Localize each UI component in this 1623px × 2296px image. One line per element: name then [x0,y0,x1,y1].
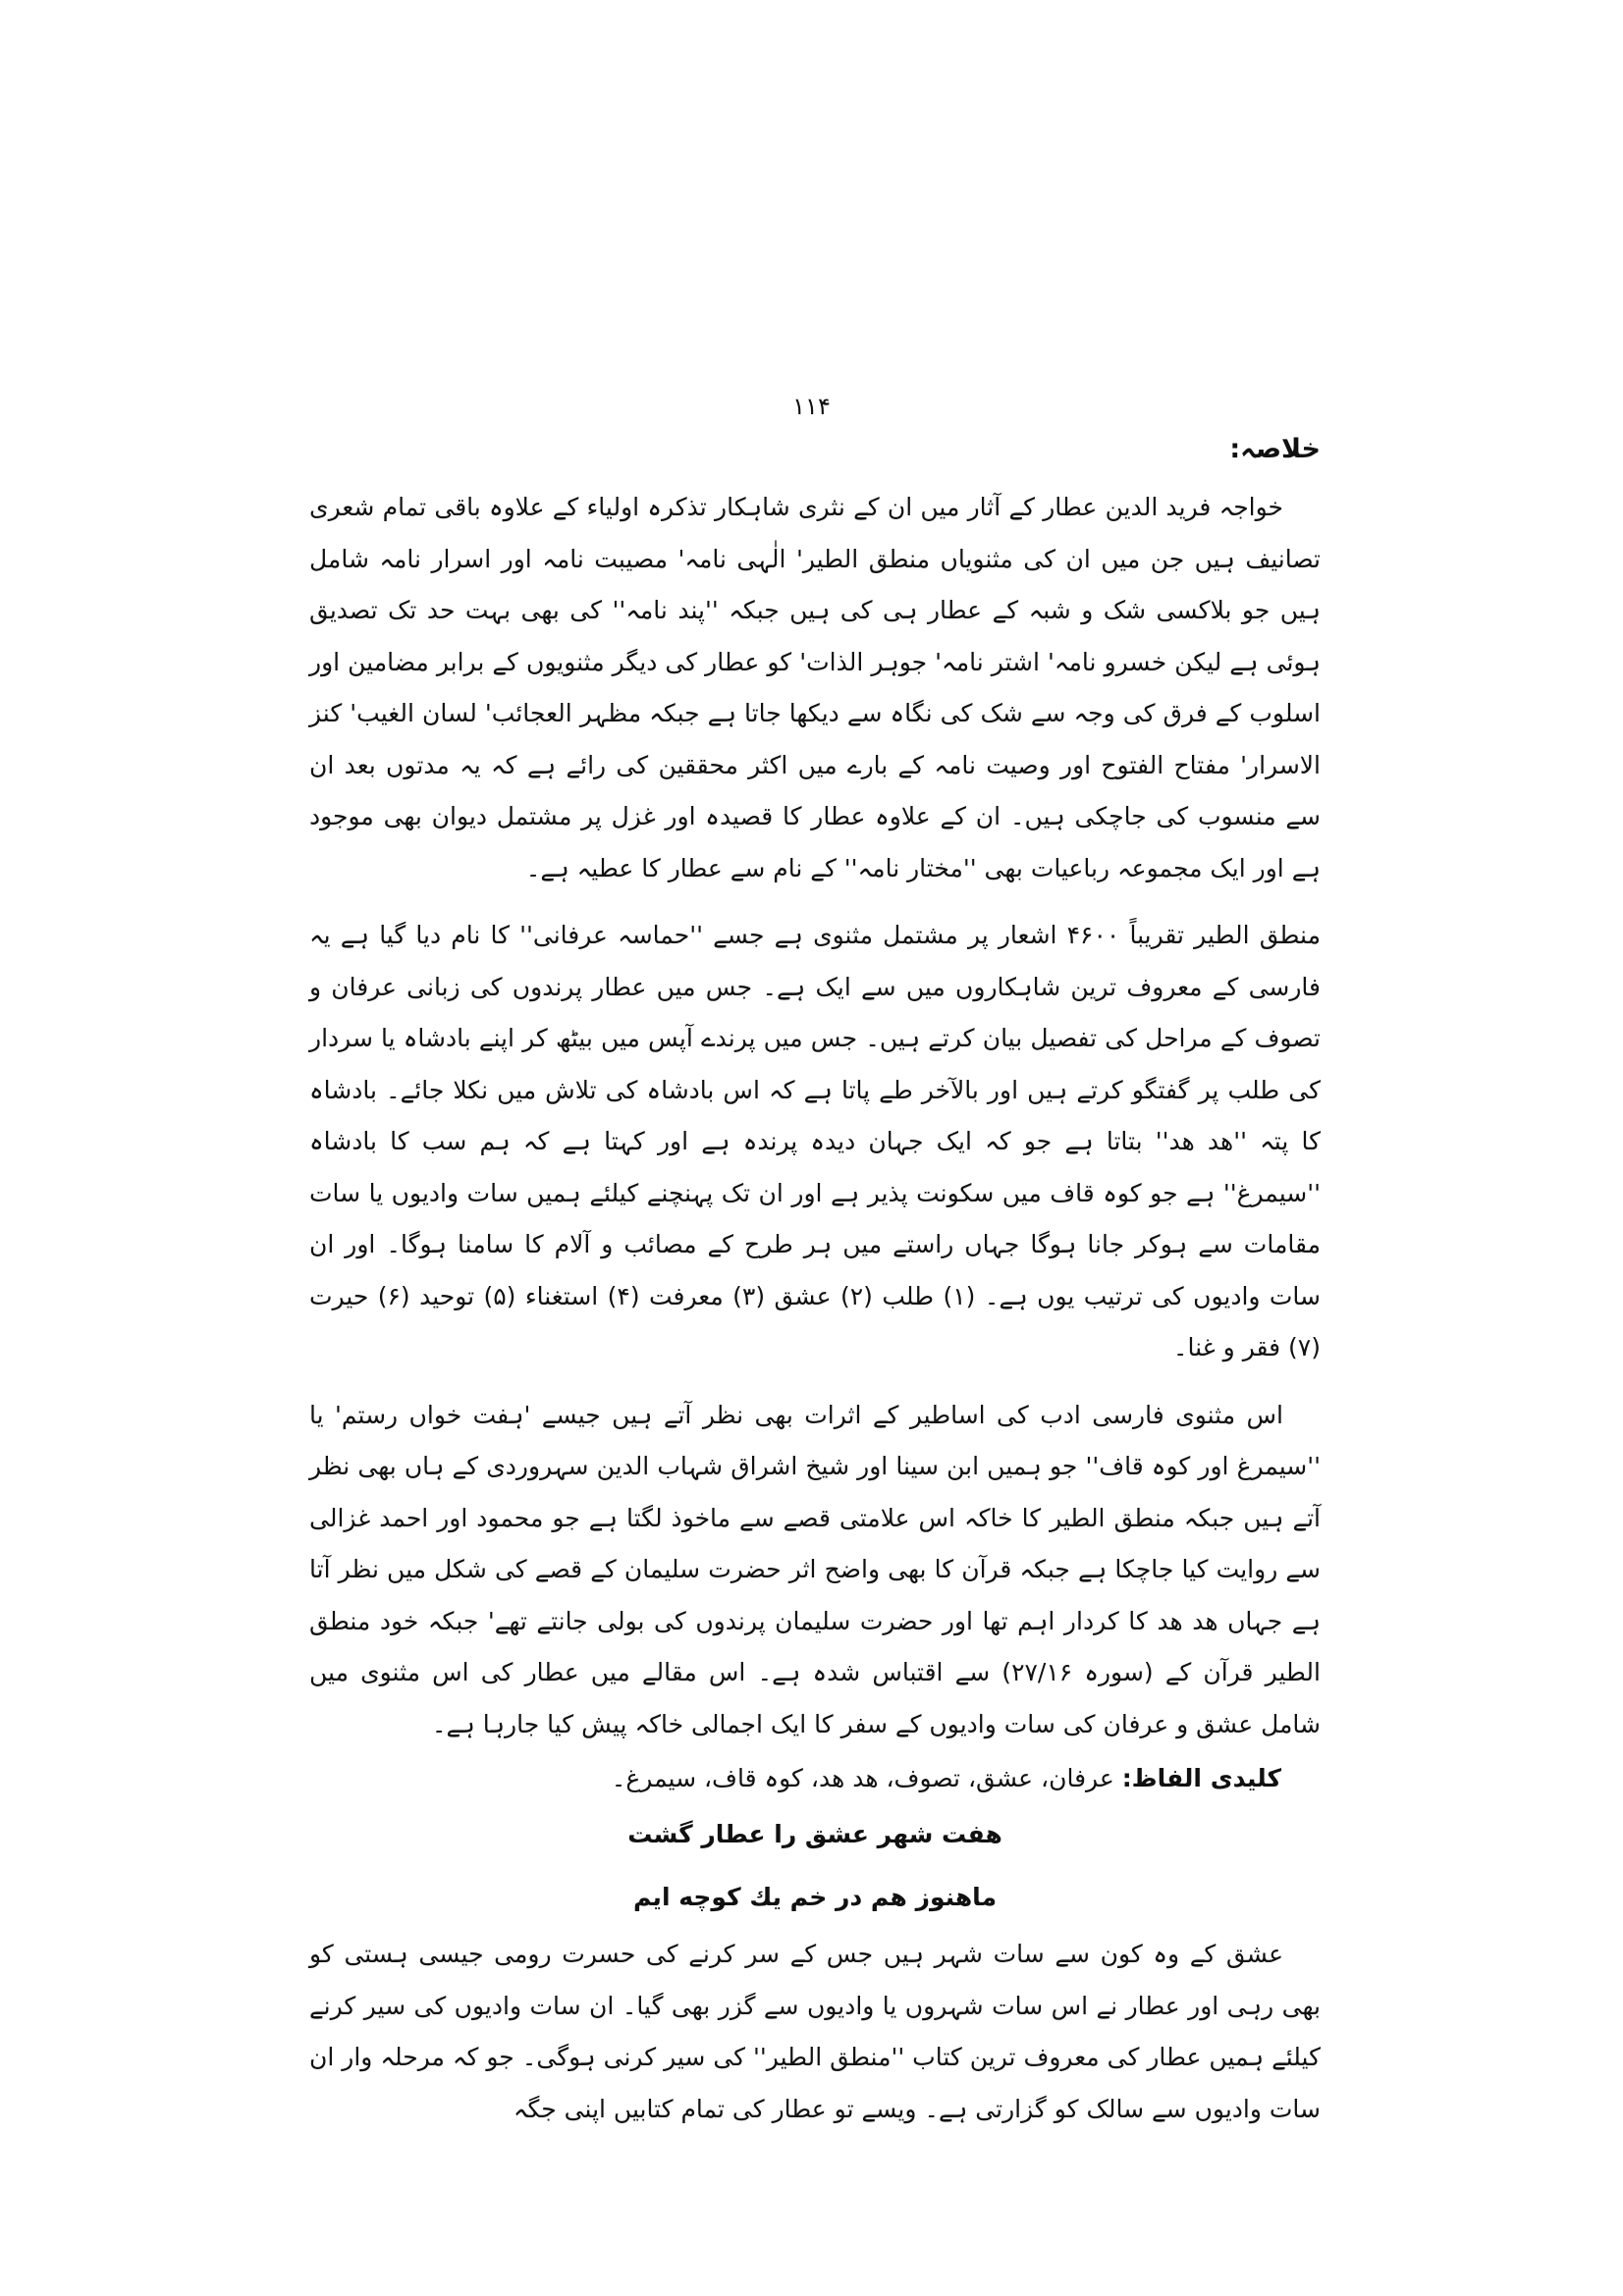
abstract-paragraph-3: اس مثنوی فارسی ادب کی اساطیر کے اثرات بھی نظر آتے ہیں جیسے 'ہفت خواں رستم' یا ''سیمرغ اور کوہ قاف'' جو ہمیں ابن سینا اور شیخ اشراق شہاب الدین سہروردی کے ہاں بھی نظر آتے ہیں جبکہ منطق الطیر کا خاکہ اس علامتی قصے سے ماخوذ لگتا ہے جو محمود اور احمد غزالی سے روایت کیا جاچکا ہے جبکہ قرآن کا بھی واضح اثر حضرت سلیمان کے قصے کی شکل میں نظر آتا ہے جہاں ھد ھد کا کردار اہم تھا اور حضرت سلیمان پرندوں کی بولی جانتے تھے' جبکہ خود منطق الطیر قرآن کے (سورہ ۲۷/۱۶) سے اقتباس شدہ ہے۔ اس مقالے میں عطار کی اس مثنوی میں شامل عشق و عرفان کی سات وادیوں کے سفر کا ایک اجمالی خاکہ پیش کیا جارہا ہے۔ [309,1400,1321,1738]
section-heading: خلاصہ: [1229,434,1321,464]
document-body [309,434,1321,2135]
keywords-text: عرفان، عشق، تصوف، ھد ھد، کوہ قاف، سیمرغ۔ [611,1764,1114,1792]
paragraph-gap [309,1374,1321,1390]
verse-line-2: ماهنوز هم در خم يك كوچه ايم [632,1883,998,1911]
keywords-line [309,1754,1321,1803]
abstract-paragraph-2: منطق الطیر تقریباً ۴۶۰۰ اشعار پر مشتمل مثنوی ہے جسے ''حماسہ عرفانی'' کا نام دیا گیا ہے یہ فارسی کے معروف ترین شاہکاروں میں سے ایک ہے۔ جس میں عطار پرندوں کی زبانی عرفان و تصوف کے مراحل کی تفصیل بیان کرتے ہیں۔ جس میں پرندے آپس میں بیٹھ کر اپنے بادشاہ یا سردار کی طلب پر گفتگو کرتے ہیں اور بالآخر طے پاتا ہے کہ اس بادشاہ کی تلاش میں نکلا جائے۔ بادشاہ کا پتہ ''ھد ھد'' بتاتا ہے جو کہ ایک جہان دیدہ پرندہ ہے اور کہتا ہے کہ ہم سب کا بادشاہ ''سیمرغ'' ہے جو کوہ قاف میں سکونت پذیر ہے اور ان تک پہنچنے کیلئے ہمیں سات وادیوں یا سات مقامات سے ہوکر جانا ہوگا جہاں راستے میں ہر طرح کے مصائب و آلام کا سامنا ہوگا۔ اور ان سات وادیوں کی ترتیب یوں ہے۔ (۱) طلب (۲) عشق (۳) معرفت (۴) استغناء (۵) توحید (۶) حیرت (۷) فقر و غنا۔ [309,921,1321,1362]
paragraph-gap [309,894,1321,910]
abstract-paragraph-1: خواجہ فرید الدین عطار کے آثار میں ان کے نثری شاہکار تذکرہ اولیاء کے علاوہ باقی تمام شعری تصانیف ہیں جن میں ان کی مثنویاں منطق الطیر' الٰہی نامہ' مصیبت نامہ اور اسرار نامہ شامل ہیں جو بلاکسی شک و شبہ کے عطار ہی کی ہیں جبکہ ''پند نامہ'' کی بھی بہت حد تک تصدیق ہوئی ہے لیکن خسرو نامہ' اشتر نامہ' جوہر الذات' کو عطار کی دیگر مثنویوں کے برابر مضامین اور اسلوب کے فرق کی وجہ سے شک کی نگاہ سے دیکھا جاتا ہے جبکہ مظہر العجائب' لسان الغیب' کنز الاسرار' مفتاح الفتوح اور وصیت نامہ کے بارے میں اکثر محققین کی رائے ہے کہ یہ مدتوں بعد ان سے منسوب کی جاچکی ہیں۔ ان کے علاوہ عطار کا قصیدہ اور غزل پر مشتمل دیوان بھی موجود ہے اور ایک مجموعہ رباعیات بھی ''مختار نامہ'' کے نام سے عطار کا عطیہ ہے۔ [309,493,1321,882]
page-number: ۱۱۴ [792,393,831,420]
body-paragraph: عشق کے وہ کون سے سات شہر ہیں جس کے سر کرنے کی حسرت رومی جیسی ہستی کو بھی رہی اور عطار نے اس سات شہروں یا وادیوں سے گزر بھی گیا۔ ان سات وادیوں کی سیر کرنے کیلئے ہمیں عطار کی معروف ترین کتاب ''منطق الطیر'' کی سیر کرنی ہوگی۔ جو کہ مرحلہ وار ان سات وادیوں سے سالک کو گزارتی ہے۔ ویسے تو عطار کی تمام کتابیں اپنی جگہ [309,1940,1321,2123]
verse-line-1: هفت شهر عشق را عطار گشت [627,1820,1002,1848]
keywords-label: کلیدی الفاظ: [1121,1764,1281,1792]
